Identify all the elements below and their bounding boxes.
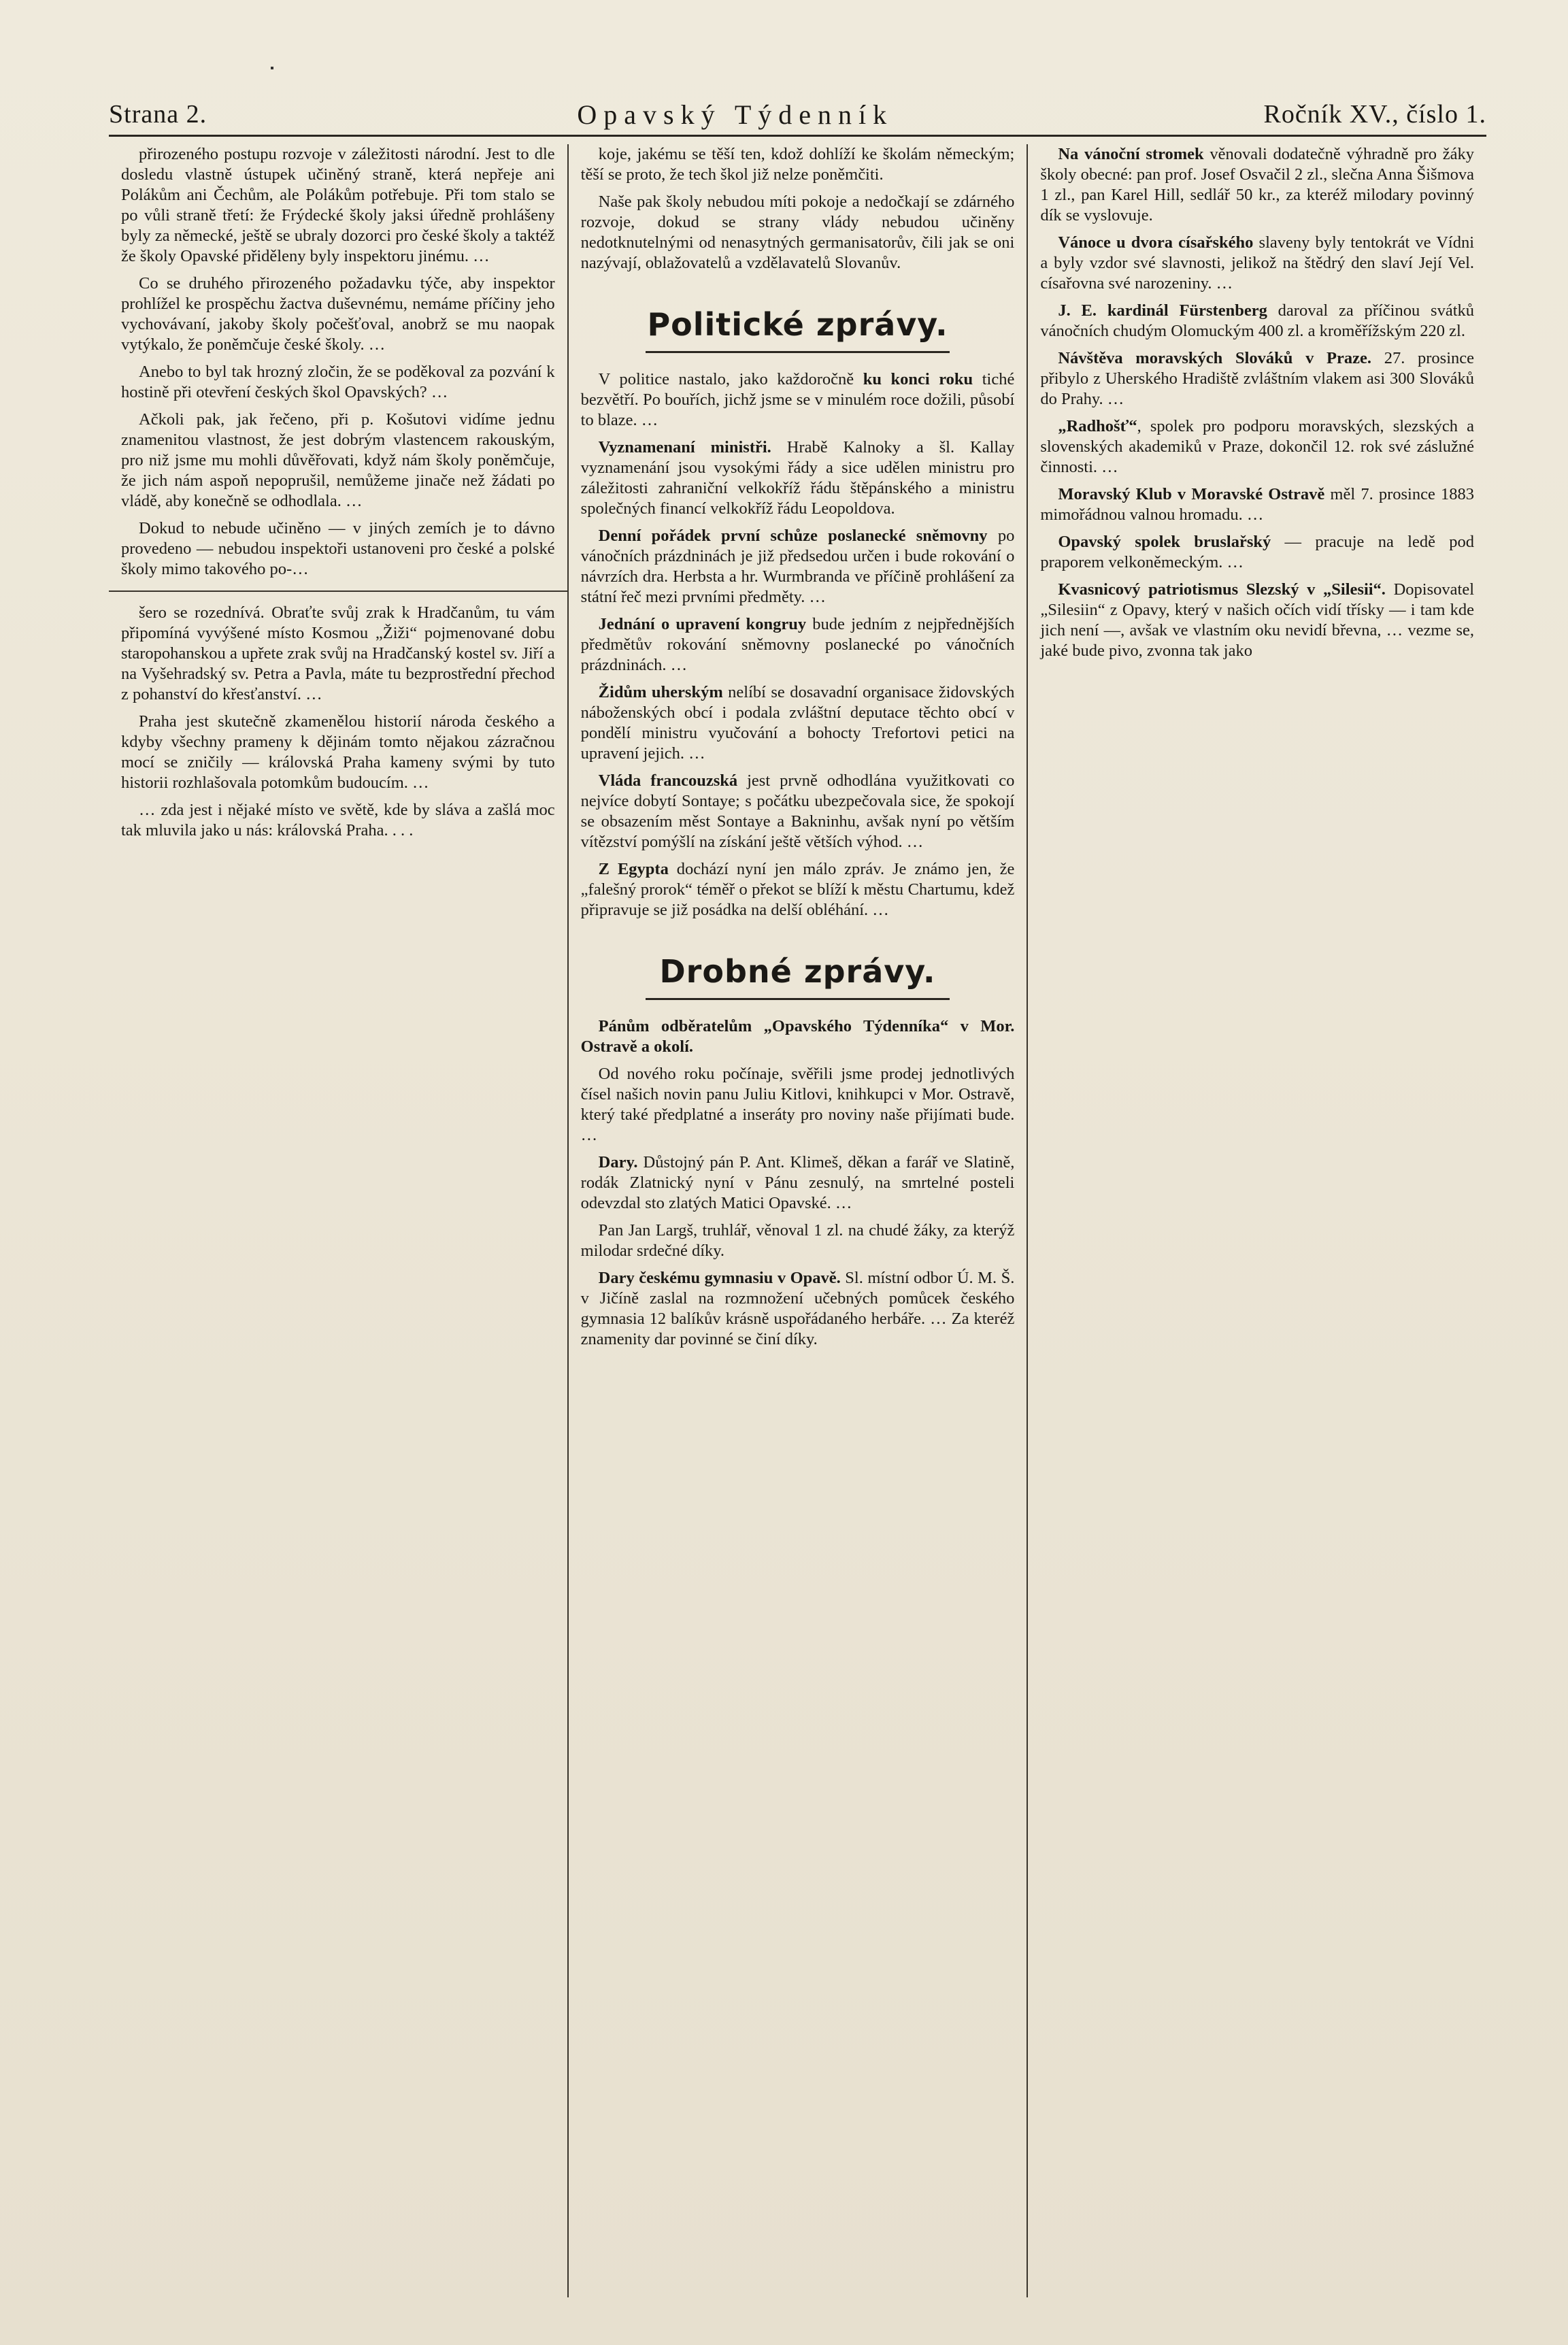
paragraph-lead: Vyznamenaní ministři.: [598, 438, 771, 456]
article-paragraph: Anebo to byl tak hrozný zločin, že se poděkoval za pozvání k hostině při otevření českých škol Opavských? …: [121, 363, 555, 401]
section-heading-text: Drobné zprávy.: [659, 953, 936, 990]
column-middle: [567, 144, 1027, 2297]
paragraph-lead: Z Egypta: [598, 860, 669, 878]
paragraph-lead: Vláda francouzská: [598, 771, 738, 790]
paragraph-lead: „Radhošť“: [1058, 417, 1137, 435]
article-columns: [109, 144, 1486, 2297]
section-heading-rule: [646, 998, 949, 1000]
article-paragraph: Židům uherským nelíbí se dosavadní organisace židovských náboženských obcí i podala zvláštní deputace těchto obcí v pondělí ministru vyučování a bohocty Trefortovi petici na upravení jejich. …: [580, 683, 1015, 763]
paragraph-lead: Opavský spolek bruslařský: [1058, 533, 1271, 551]
article-paragraph: přirozeného postupu rozvoje v záležitosti národní. Jest to dle dosledu vlastně ústupek učiněný straně, která nepřeje ani Polákům ani Čechům, ale Polákům potřebuje. Při tom stalo se po vůli straně třetí: že Frýdecké školy jaksi úředně prohlášeny byly za německé, ještě se ubraly dozorci pro české školy a taktéž že školy Opavské přiděleny byly inspektoru jinému. …: [121, 145, 555, 265]
article-paragraph: Návštěva moravských Slováků v Praze. 27. prosince přibylo z Uherského Hradiště zvláštním vlakem asi 300 Slováků do Prahy. …: [1040, 349, 1475, 408]
article-paragraph: J. E. kardinál Fürstenberg daroval za příčinou svátků vánočních chudým Olomuckým 400 zl. a kroměřížským 220 zl.: [1040, 301, 1475, 340]
print-speck: [271, 67, 273, 69]
paragraph-lead: ku konci roku: [863, 370, 973, 388]
article-paragraph: šero se rozednívá. Obraťte svůj zrak k Hradčanům, tu vám připomíná vyvýšené místo Kosmou „Žiži“ pojmenované dobu staropohanskou a upřete zrak svůj na Hradčanský kostel sv. Jiří a na Vyšehradský sv. Petra a Pavla, máte tu bezprostřední přechod z pohanství do křesťanství. …: [121, 603, 555, 703]
article-paragraph: Denní pořádek první schůze poslanecké sněmovny po vánočních prázdninách je již předsedou určen i bude rokování o návrzích dra. Herbsta a hr. Wurmbranda ve příčině prohlášení za státní řeč mezi prvními předměty. …: [580, 527, 1015, 606]
article-paragraph: koje, jakému se těší ten, kdož dohlíží ke školám německým; těší se proto, že tech škol již nelze poněmčiti.: [580, 145, 1015, 184]
paragraph-lead: Kvasnicový patriotismus Slezský v „Silesii“.: [1058, 580, 1386, 599]
column-left: [109, 144, 567, 2297]
article-paragraph: Vyznamenaní ministři. Hrabě Kalnoky a šl. Kallay vyznamenání jsou vysokými řády a sice udělen ministru pro záležitosti zahraniční velkokříž řádu štěpánského a ministru společných financí velkokříž řádu Leopoldova.: [580, 438, 1015, 518]
page-header: [109, 94, 1486, 135]
issue-label: Ročník XV., číslo 1.: [1263, 100, 1486, 129]
article-paragraph: Opavský spolek bruslařský — pracuje na ledě pod praporem velkoněmeckým. …: [1040, 533, 1475, 571]
column-separator: [109, 591, 567, 592]
article-paragraph: … zda jest i nějaké místo ve světě, kde by sláva a zašlá moc tak mluvila jako u nás: královská Praha. . . .: [121, 801, 555, 839]
paragraph-lead: Moravský Klub v Moravské Ostravě: [1058, 485, 1325, 503]
article-paragraph: Vláda francouzská jest prvně odhodlána využitkovati co nejvíce dobytí Sontaye; s počátku ubezpečovala sice, že spokojí se obsazením měst Sontaye a Bakninhu, avšak nyní po větším vítězství pomýšlí na získání ještě větších výhod. …: [580, 771, 1015, 851]
article-paragraph: Z Egypta dochází nyní jen málo zpráv. Je známo jen, že „falešný prorok“ téměř o překot se blíží k městu Chartumu, kdež připravuje se již posádka na delší obléhání. …: [580, 860, 1015, 919]
paragraph-lead: Dary.: [598, 1153, 638, 1171]
section-heading-rule: [646, 351, 949, 353]
article-paragraph: Jednání o upravení kongruy bude jedním z nejpřednějších předmětův rokování sněmovny poslanecké po vánočních prázdninách. …: [580, 615, 1015, 674]
article-paragraph: V politice nastalo, jako každoročně ku konci roku tiché bezvětří. Po bouřích, jichž jsme se v minulém roce dožili, působí to blaze. …: [580, 370, 1015, 429]
article-paragraph: Co se druhého přirozeného požadavku týče, aby inspektor prohlížel ke prospěchu žactva duševnému, nemáme příčiny jeho vychovávaní, jakoby školy počešťoval, anobrž se mu naopak vytýkalo, že poněmčuje české školy. …: [121, 274, 555, 354]
paragraph-lead: Židům uherským: [598, 683, 723, 701]
article-paragraph: Moravský Klub v Moravské Ostravě měl 7. prosince 1883 mimořádnou valnou hromadu. …: [1040, 485, 1475, 524]
article-paragraph: Dokud to nebude učiněno — v jiných zemích je to dávno provedeno — nebudou inspektoři ustanoveni pro české a polské školy mimo takového po-…: [121, 519, 555, 578]
article-paragraph: Vánoce u dvora císařského slaveny byly tentokrát ve Vídni a byly vzdor své slavnosti, jelikož na štědrý den slaví Její Vel. císařovna své narozeniny. …: [1040, 233, 1475, 293]
article-paragraph: Kvasnicový patriotismus Slezský v „Silesii“. Dopisovatel „Silesiin“ z Opavy, který v našich očích vidí třísky — i tam kde jich není —, avšak ve vlastním oku nevidí břevna, … vezme se, jaké bude pivo, zvonna tak jako: [1040, 580, 1475, 660]
article-paragraph: „Radhošť“, spolek pro podporu moravských, slezských a slovenských akademiků v Praze, dokončil 12. rok své záslužné činnosti. …: [1040, 417, 1475, 476]
column-right: [1027, 144, 1486, 2297]
article-paragraph: Od nového roku počínaje, svěřili jsme prodej jednotlivých čísel našich novin panu Juliu Kitlovi, knihkupci v Mor. Ostravě, který také předplatné a inseráty pro noviny naše přijímati bude. …: [580, 1065, 1015, 1144]
article-paragraph: Ačkoli pak, jak řečeno, při p. Košutovi vidíme jednu znamenitou vlastnost, že jest dobrým vlastencem rakouským, pro niž jsme mu mohli důvěřovati, když nám školy poněmčuje, že jich nám aspoň nepoprušil, nemůžeme jinače než žádati po vládě, aby konečně se odhodlala. …: [121, 410, 555, 510]
article-paragraph: Dary českému gymnasiu v Opavě. Sl. místní odbor Ú. M. Š. v Jičíně zaslal na rozmnožení učebných pomůcek českého gymnasia 12 balíkův krásně uspořádaného herbáře. … Za kteréž znamenity dar povinné se činí díky.: [580, 1269, 1015, 1348]
page-number: Strana 2.: [109, 100, 207, 129]
article-paragraph: Dary. Důstojný pán P. Ant. Klimeš, děkan a farář ve Slatině, rodák Zlatnický nyní v Pánu zesnulý, na smrtelné posteli odevzdal sto zlatých Matici Opavské. …: [580, 1153, 1015, 1212]
paragraph-lead: Vánoce u dvora císařského: [1058, 233, 1254, 252]
article-paragraph: Pan Jan Largš, truhlář, věnoval 1 zl. na chudé žáky, za kterýž milodar srdečné díky.: [580, 1221, 1015, 1260]
section-heading: [581, 306, 1015, 353]
newspaper-title: Opavský Týdenník: [577, 99, 894, 130]
article-paragraph: Naše pak školy nebudou míti pokoje a nedočkají se zdárného rozvoje, dokud se strany vlády nebudou učiněny nedotknutelnými od nenasytných germanisatorův, čili jak se oni nazývají, oblažovatelů a vzdělavatelů Slovanův.: [580, 193, 1015, 272]
notice-headline: Pánům odběratelům „Opavského Týdenníka“ v Mor. Ostravě a okolí.: [580, 1017, 1015, 1056]
section-heading-text: Politické zprávy.: [647, 306, 948, 343]
paragraph-lead: Na vánoční stromek: [1058, 145, 1204, 163]
paragraph-lead: Návštěva moravských Slováků v Praze.: [1058, 349, 1371, 367]
header-rule: [109, 135, 1486, 137]
paragraph-lead: J. E. kardinál Fürstenberg: [1058, 301, 1267, 320]
section-heading: [581, 953, 1015, 1000]
paragraph-lead: Denní pořádek první schůze poslanecké sněmovny: [598, 527, 988, 545]
paragraph-lead: Dary českému gymnasiu v Opavě.: [598, 1269, 841, 1287]
paragraph-lead: Jednání o upravení kongruy: [598, 615, 807, 633]
article-paragraph: Praha jest skutečně zkamenělou historií národa českého a kdyby všechny prameny k dějinám tomto nějakou zázračnou mocí se zničily — královská Praha kameny svými by tuto historii rozhlašovala potomkům budoucím. …: [121, 712, 555, 792]
article-paragraph: Na vánoční stromek věnovali dodatečně výhradně pro žáky školy obecné: pan prof. Josef Osvačil 2 zl., slečna Anna Šišmova 1 zl., pan Karel Hill, sedlář 50 kr., za kteréž milodary povinný dík se vyslovuje.: [1040, 145, 1475, 224]
